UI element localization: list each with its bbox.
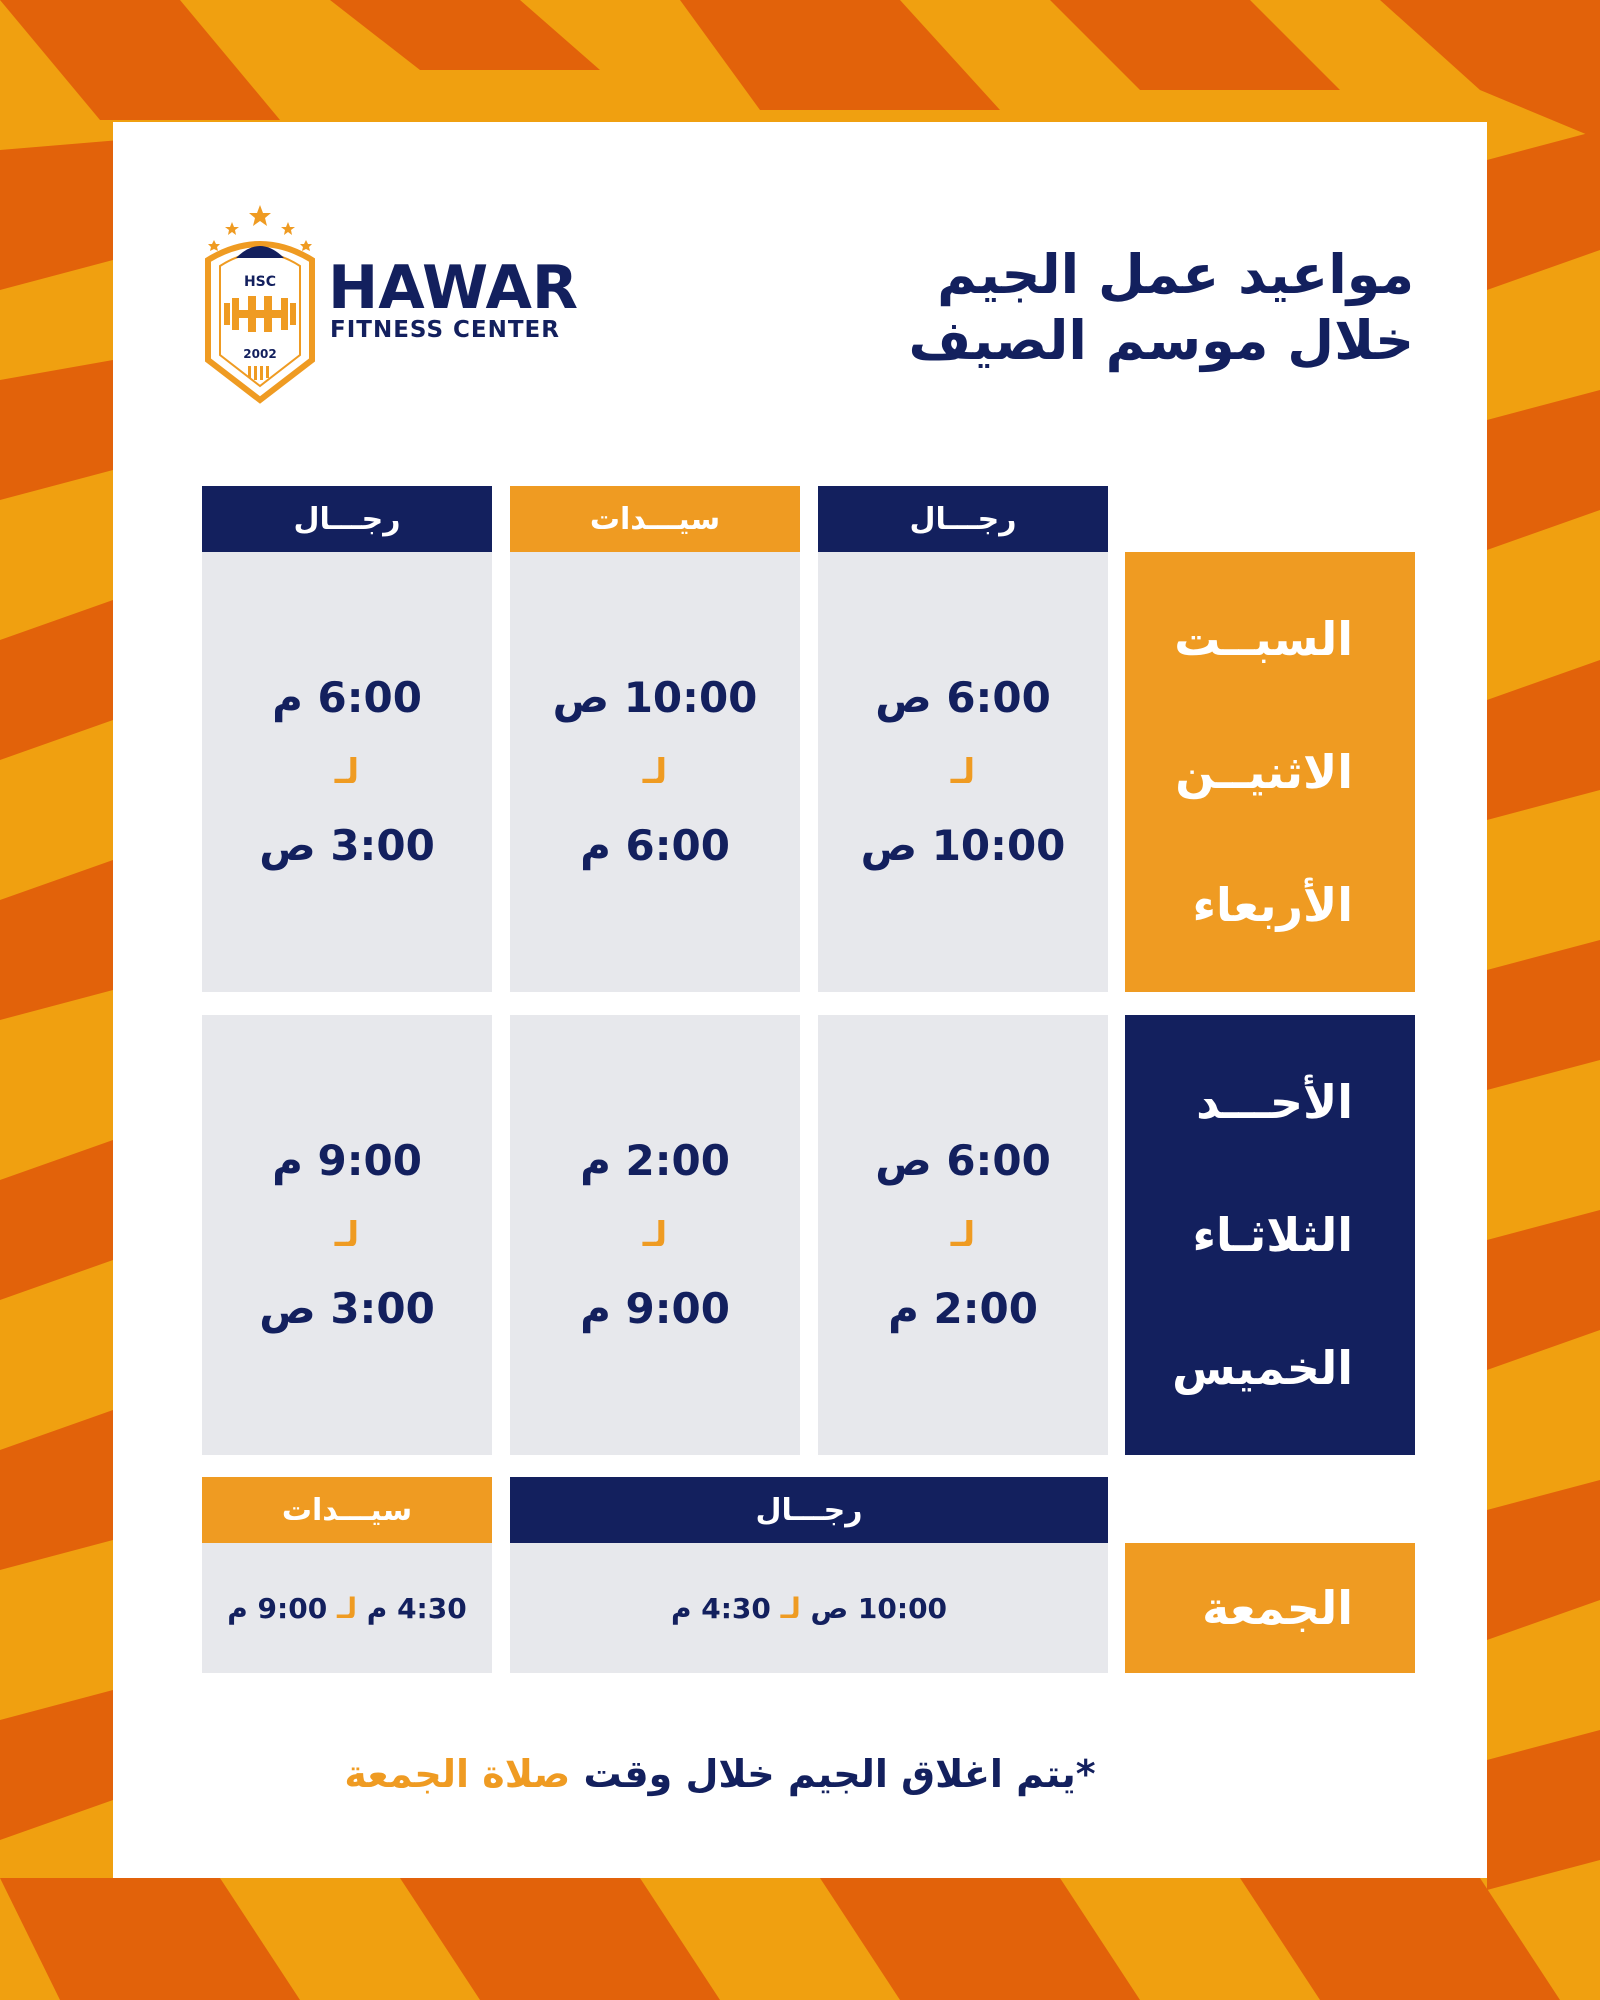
time-from: 10:00 ص [810,1591,948,1625]
day-tuesday: الثلاثـاء [1192,1207,1353,1262]
brand-subtitle: FITNESS CENTER [330,317,560,343]
time-to: 3:00 ص [259,821,435,870]
time-separator: لـ [642,1215,668,1255]
time-to: 3:00 ص [259,1284,435,1333]
day-monday: الاثنيــن [1175,744,1353,799]
title-line-2: خلال موسم الصيف [908,309,1414,372]
time-separator: لـ [950,752,976,792]
time-separator: لـ [780,1591,801,1625]
day-thursday: الخميس [1172,1341,1353,1396]
day-saturday: السبــت [1174,611,1353,666]
slot-g1-men-evening [202,552,492,992]
friday-men-time [671,1592,947,1625]
title-line-1: مواعيد عمل الجيم [937,243,1414,306]
header-women: سيـــدات [510,486,800,552]
note-highlight: صلاة الجمعة [344,1752,571,1796]
time-separator: لـ [334,1215,360,1255]
badge-top-text: HSC [243,274,277,290]
slot-friday-women [202,1543,492,1673]
slot-g2-men-evening [202,1015,492,1455]
day-wednesday: الأربعاء [1192,878,1353,933]
time-to: 2:00 م [888,1284,1038,1333]
time-to: 10:00 ص [860,821,1066,870]
days-group-1 [1125,552,1415,992]
slot-g2-men-morning [818,1015,1108,1455]
time-to: 9:00 م [580,1284,730,1333]
brand-name: HAWAR [328,253,579,323]
time-from: 6:00 ص [875,673,1051,722]
badge-year-text: 2002 [243,347,277,361]
note-text: *يتم اغلاق الجيم خلال وقت [583,1752,1096,1796]
time-from: 2:00 م [580,1136,730,1185]
slot-friday-men [510,1543,1108,1673]
time-from: 6:00 ص [875,1136,1051,1185]
slot-g2-women [510,1015,800,1455]
time-separator: لـ [336,1591,358,1625]
time-from: 6:00 م [272,673,422,722]
time-separator: لـ [642,752,668,792]
page-title [814,242,1414,374]
time-to: 9:00 م [227,1591,328,1625]
days-group-2 [1125,1015,1415,1455]
time-from: 4:30 م [366,1591,467,1625]
friday-women-time [227,1592,466,1625]
header-men-left: رجـــال [202,486,492,552]
header-friday-men: رجـــال [510,1477,1108,1543]
day-friday: الجمعة [1202,1581,1353,1635]
time-separator: لـ [950,1215,976,1255]
day-friday-box [1125,1543,1415,1673]
time-separator: لـ [334,752,360,792]
friday-prayer-note [300,1752,1140,1796]
header-friday-women: سيـــدات [202,1477,492,1543]
slot-g1-women [510,552,800,992]
header-men-right: رجـــال [818,486,1108,552]
time-from: 10:00 ص [552,673,758,722]
time-to: 6:00 م [580,821,730,870]
time-from: 9:00 م [272,1136,422,1185]
time-to: 4:30 م [670,1591,771,1625]
day-sunday: الأحـــد [1196,1074,1353,1129]
slot-g1-men-morning [818,552,1108,992]
